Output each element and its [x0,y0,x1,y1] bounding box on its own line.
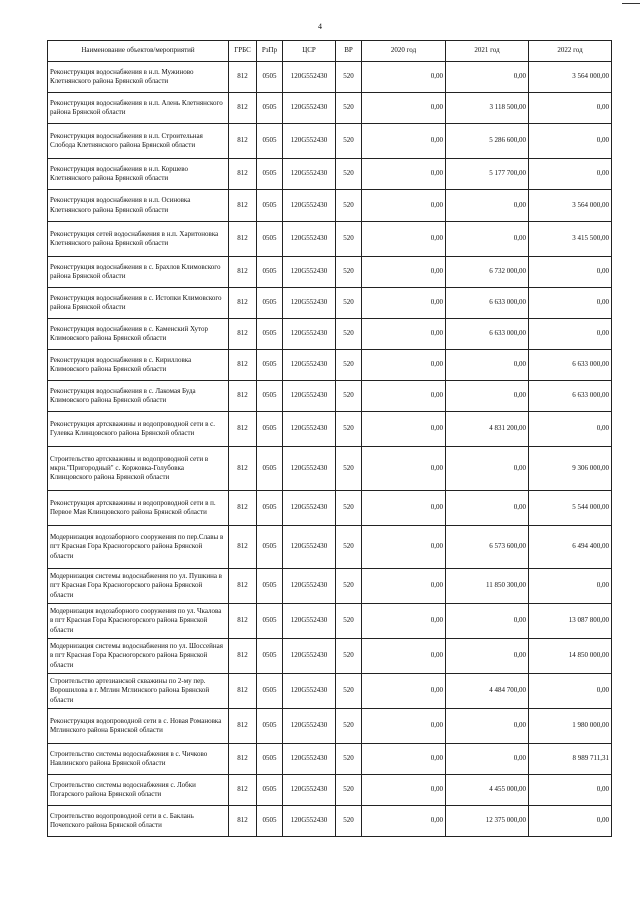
row-name: Строительство системы водоснабжения с. Лобки Погарского района Брянской области [48,775,229,806]
table-row [48,319,612,350]
row-vr: 520 [336,639,362,674]
row-value-2021: 0,00 [446,709,529,744]
row-value-2020: 0,00 [362,526,446,569]
row-grbs: 812 [229,569,257,604]
row-rzpr: 0505 [257,744,283,775]
row-value-2022: 0,00 [529,674,612,709]
row-name: Реконструкция водоснабжения в с. Кирилловка Климовского района Брянской области [48,350,229,381]
table-row [48,222,612,257]
row-value-2020: 0,00 [362,491,446,526]
row-grbs: 812 [229,381,257,412]
row-value-2020: 0,00 [362,93,446,124]
row-name: Строительство артскважины и водопроводной сети в мкрн."Пригородный" с. Коржовка-Голубовка Клинцовского района Брянской области [48,447,229,491]
row-value-2021: 0,00 [446,491,529,526]
row-value-2022: 3 564 000,00 [529,62,612,93]
row-value-2022: 0,00 [529,159,612,190]
table-row [48,709,612,744]
row-csr: 120G552430 [283,604,336,639]
row-value-2022: 3 415 500,00 [529,222,612,257]
row-name: Реконструкция артскважины и водопроводной сети в п. Первое Мая Клинцовского района Брянской области [48,491,229,526]
row-grbs: 812 [229,806,257,837]
row-value-2022: 0,00 [529,569,612,604]
row-value-2022: 6 633 000,00 [529,381,612,412]
row-value-2022: 9 306 000,00 [529,447,612,491]
row-grbs: 812 [229,775,257,806]
row-grbs: 812 [229,93,257,124]
row-grbs: 812 [229,350,257,381]
row-name: Реконструкция водоснабжения в с. Брахлов Климовского района Брянской области [48,257,229,288]
row-value-2021: 6 633 000,00 [446,288,529,319]
row-grbs: 812 [229,257,257,288]
row-name: Модернизация водозаборного сооружения по пер.Славы в пгт Красная Гора Красногорского района Брянской области [48,526,229,569]
row-value-2021: 0,00 [446,62,529,93]
table-row [48,350,612,381]
row-rzpr: 0505 [257,319,283,350]
row-rzpr: 0505 [257,288,283,319]
row-rzpr: 0505 [257,350,283,381]
table-row [48,93,612,124]
row-value-2020: 0,00 [362,159,446,190]
table-row [48,124,612,159]
row-value-2021: 6 732 000,00 [446,257,529,288]
row-grbs: 812 [229,639,257,674]
table-row [48,288,612,319]
row-name: Реконструкция водоснабжения в н.п. Алень Клетнянского района Брянской области [48,93,229,124]
row-csr: 120G552430 [283,62,336,93]
row-value-2022: 0,00 [529,93,612,124]
row-value-2020: 0,00 [362,604,446,639]
row-vr: 520 [336,709,362,744]
header-2022: 2022 год [529,41,612,62]
row-value-2020: 0,00 [362,639,446,674]
row-value-2020: 0,00 [362,381,446,412]
row-name: Строительство водопроводной сети в с. Баклань Почепского района Брянской области [48,806,229,837]
row-name: Реконструкция водопроводной сети в с. Новая Романовка Мглинского района Брянской области [48,709,229,744]
row-vr: 520 [336,93,362,124]
row-value-2021: 4 455 000,00 [446,775,529,806]
row-value-2022: 0,00 [529,288,612,319]
row-value-2022: 0,00 [529,257,612,288]
row-grbs: 812 [229,62,257,93]
row-csr: 120G552430 [283,806,336,837]
row-name: Строительство системы водоснабжения в с. Чичково Навлинского района Брянской области [48,744,229,775]
table-row [48,447,612,491]
row-value-2022: 0,00 [529,319,612,350]
row-value-2021: 5 286 600,00 [446,124,529,159]
row-vr: 520 [336,190,362,222]
row-rzpr: 0505 [257,257,283,288]
row-name: Модернизация системы водоснабжения по ул. Шоссейная в пгт Красная Гора Красногорского района Брянской области [48,639,229,674]
row-value-2020: 0,00 [362,775,446,806]
row-vr: 520 [336,447,362,491]
row-rzpr: 0505 [257,412,283,447]
row-value-2021: 0,00 [446,190,529,222]
row-value-2021: 6 573 600,00 [446,526,529,569]
row-csr: 120G552430 [283,93,336,124]
row-vr: 520 [336,491,362,526]
table-row [48,674,612,709]
top-edge-mark [622,3,640,4]
row-rzpr: 0505 [257,62,283,93]
row-value-2021: 12 375 000,00 [446,806,529,837]
row-vr: 520 [336,62,362,93]
row-value-2022: 0,00 [529,412,612,447]
row-vr: 520 [336,806,362,837]
row-vr: 520 [336,674,362,709]
row-rzpr: 0505 [257,93,283,124]
row-rzpr: 0505 [257,775,283,806]
row-csr: 120G552430 [283,775,336,806]
row-name: Реконструкция водоснабжения в с. Истопки Климовского района Брянской области [48,288,229,319]
row-rzpr: 0505 [257,222,283,257]
table-row [48,569,612,604]
row-csr: 120G552430 [283,288,336,319]
row-value-2021: 4 831 200,00 [446,412,529,447]
row-value-2022: 6 633 000,00 [529,350,612,381]
row-value-2021: 0,00 [446,350,529,381]
row-value-2021: 6 633 000,00 [446,319,529,350]
row-value-2022: 6 494 400,00 [529,526,612,569]
row-rzpr: 0505 [257,124,283,159]
row-value-2020: 0,00 [362,257,446,288]
row-rzpr: 0505 [257,604,283,639]
row-name: Реконструкция артскважины и водопроводной сети в с. Гулевка Клинцовского района Брянской области [48,412,229,447]
table-row [48,190,612,222]
row-rzpr: 0505 [257,447,283,491]
table-row [48,257,612,288]
row-value-2020: 0,00 [362,350,446,381]
header-grbs: ГРБС [229,41,257,62]
row-csr: 120G552430 [283,569,336,604]
row-vr: 520 [336,526,362,569]
row-value-2021: 0,00 [446,447,529,491]
table-header-row [48,41,612,62]
row-value-2020: 0,00 [362,569,446,604]
row-grbs: 812 [229,447,257,491]
row-vr: 520 [336,222,362,257]
row-value-2020: 0,00 [362,744,446,775]
row-value-2022: 14 850 000,00 [529,639,612,674]
row-grbs: 812 [229,288,257,319]
row-value-2020: 0,00 [362,62,446,93]
row-vr: 520 [336,257,362,288]
row-name: Реконструкция водоснабжения в с. Лакомая Буда Климовского района Брянской области [48,381,229,412]
row-grbs: 812 [229,744,257,775]
table-row [48,604,612,639]
row-csr: 120G552430 [283,412,336,447]
row-vr: 520 [336,412,362,447]
row-name: Строительство артезианской скважины по 2-му пер. Ворошилова в г. Мглин Мглинского района Брянской области [48,674,229,709]
row-grbs: 812 [229,604,257,639]
table-row [48,62,612,93]
row-rzpr: 0505 [257,526,283,569]
row-grbs: 812 [229,709,257,744]
row-grbs: 812 [229,491,257,526]
header-2021: 2021 год [446,41,529,62]
row-name: Реконструкция водоснабжения в н.п. Строительная Слобода Клетнянского района Брянской области [48,124,229,159]
row-csr: 120G552430 [283,350,336,381]
row-vr: 520 [336,350,362,381]
table-body [48,62,612,837]
row-value-2022: 0,00 [529,124,612,159]
row-vr: 520 [336,319,362,350]
table-row [48,744,612,775]
row-rzpr: 0505 [257,491,283,526]
row-rzpr: 0505 [257,709,283,744]
table-row [48,159,612,190]
table-row [48,381,612,412]
row-rzpr: 0505 [257,674,283,709]
row-value-2020: 0,00 [362,412,446,447]
row-csr: 120G552430 [283,190,336,222]
row-vr: 520 [336,604,362,639]
row-grbs: 812 [229,222,257,257]
row-csr: 120G552430 [283,744,336,775]
row-value-2022: 0,00 [529,775,612,806]
row-vr: 520 [336,124,362,159]
row-value-2020: 0,00 [362,190,446,222]
row-value-2021: 5 177 700,00 [446,159,529,190]
row-value-2022: 8 989 711,31 [529,744,612,775]
row-value-2021: 0,00 [446,222,529,257]
row-value-2021: 0,00 [446,744,529,775]
row-name: Модернизация системы водоснабжения по ул. Пушкина в пгт Красная Гора Красногорского района Брянской области [48,569,229,604]
row-csr: 120G552430 [283,674,336,709]
header-vr: ВР [336,41,362,62]
row-value-2021: 0,00 [446,639,529,674]
header-rzpr: РзПр [257,41,283,62]
row-rzpr: 0505 [257,159,283,190]
row-vr: 520 [336,159,362,190]
row-name: Реконструкция водоснабжения в с. Каменский Хутор Климовского района Брянской области [48,319,229,350]
row-vr: 520 [336,775,362,806]
row-grbs: 812 [229,159,257,190]
row-value-2020: 0,00 [362,709,446,744]
row-vr: 520 [336,288,362,319]
row-csr: 120G552430 [283,124,336,159]
row-value-2022: 0,00 [529,806,612,837]
row-csr: 120G552430 [283,526,336,569]
row-grbs: 812 [229,190,257,222]
row-grbs: 812 [229,319,257,350]
row-value-2020: 0,00 [362,806,446,837]
row-vr: 520 [336,569,362,604]
table-row [48,526,612,569]
row-grbs: 812 [229,412,257,447]
row-value-2021: 0,00 [446,381,529,412]
row-csr: 120G552430 [283,222,336,257]
row-grbs: 812 [229,124,257,159]
row-csr: 120G552430 [283,257,336,288]
page-number: 4 [318,22,322,31]
row-rzpr: 0505 [257,190,283,222]
row-vr: 520 [336,381,362,412]
row-value-2021: 11 850 300,00 [446,569,529,604]
row-name: Реконструкция водоснабжения в н.п. Мужиново Клетнянского района Брянской области [48,62,229,93]
row-value-2020: 0,00 [362,222,446,257]
row-name: Модернизация водозаборного сооружения по ул. Чкалова в пгт Красная Гора Красногорского района Брянской области [48,604,229,639]
row-rzpr: 0505 [257,381,283,412]
row-rzpr: 0505 [257,639,283,674]
header-csr: ЦСР [283,41,336,62]
header-name: Наименование объектов/мероприятий [48,41,229,62]
row-rzpr: 0505 [257,569,283,604]
row-csr: 120G552430 [283,319,336,350]
row-csr: 120G552430 [283,159,336,190]
row-rzpr: 0505 [257,806,283,837]
table-row [48,639,612,674]
row-value-2021: 3 118 500,00 [446,93,529,124]
row-value-2020: 0,00 [362,674,446,709]
row-grbs: 812 [229,674,257,709]
row-name: Реконструкция водоснабжения в н.п. Коршево Клетнянского района Брянской области [48,159,229,190]
table-row [48,491,612,526]
row-value-2020: 0,00 [362,319,446,350]
row-value-2022: 13 087 800,00 [529,604,612,639]
table-row [48,412,612,447]
row-value-2020: 0,00 [362,124,446,159]
budget-table [47,40,612,837]
row-csr: 120G552430 [283,491,336,526]
row-vr: 520 [336,744,362,775]
row-value-2021: 4 484 700,00 [446,674,529,709]
row-value-2022: 3 564 000,00 [529,190,612,222]
row-csr: 120G552430 [283,447,336,491]
row-value-2020: 0,00 [362,288,446,319]
row-grbs: 812 [229,526,257,569]
row-name: Реконструкция сетей водоснабжения в н.п. Харитоновка Клетнянского района Брянской области [48,222,229,257]
row-csr: 120G552430 [283,709,336,744]
row-csr: 120G552430 [283,381,336,412]
table-row [48,806,612,837]
row-value-2022: 1 980 000,00 [529,709,612,744]
header-2020: 2020 год [362,41,446,62]
row-value-2020: 0,00 [362,447,446,491]
row-name: Реконструкция водоснабжения в н.п. Осиновка Клетнянского района Брянской области [48,190,229,222]
row-csr: 120G552430 [283,639,336,674]
row-value-2021: 0,00 [446,604,529,639]
row-value-2022: 5 544 000,00 [529,491,612,526]
table-row [48,775,612,806]
